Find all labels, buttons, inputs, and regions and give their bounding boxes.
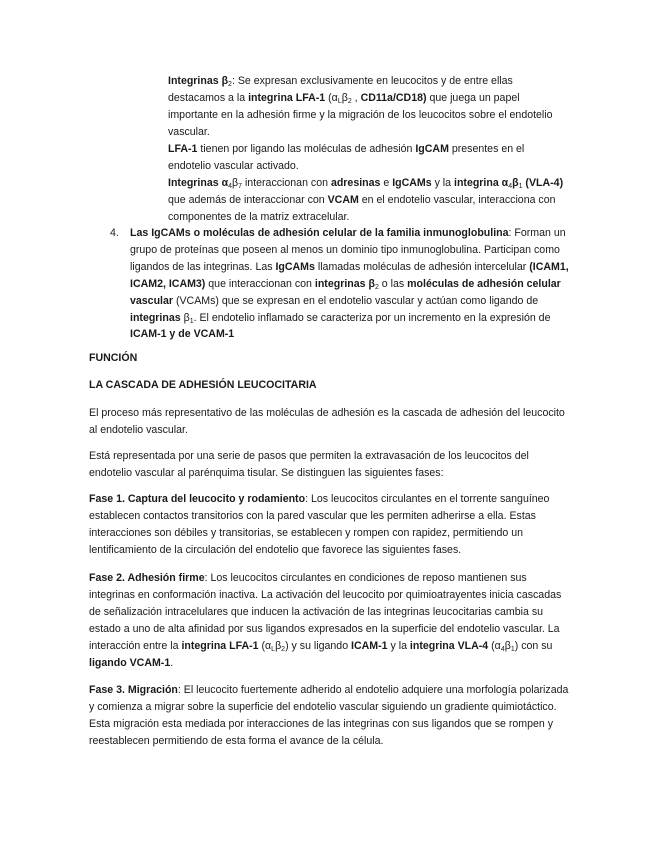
funcion-heading: FUNCIÓN bbox=[89, 352, 138, 364]
intro-paragraph-1: El proceso más representativo de las moléculas de adhesión es la cascada de adhesión del leucocito al endotelio vascular. bbox=[89, 407, 565, 436]
cascada-heading: LA CASCADA DE ADHESIÓN LEUCOCITARIA bbox=[89, 379, 317, 391]
fase1-paragraph: Fase 1. Captura del leucocito y rodamiento: Los leucocitos circulantes en el torrente sanguíneo establecen contactos transitorios con la pared vascular que les permiten adherirse a ella. Estas interacciones son débiles y transitorias, se establecen y rompen con rapidez, permitiendo un lentificamiento de la circulación del endotelio que favorece las siguientes fases. bbox=[89, 493, 550, 556]
integrinas-a4b7-paragraph: Integrinas $\alpha_4\beta_7$ interaccionan con adresinas e IgCAMs y la integrina $\alpha_4\beta_1$ (VLA-4) que además de interaccionar con VCAM en el endotelio vascular, interacciona con componentes de la matriz extracelular. bbox=[168, 177, 564, 223]
lfa1-paragraph: LFA-1 tienen por ligando las moléculas de adhesión IgCAM presentes en el endotelio vascular activado. bbox=[168, 143, 525, 172]
fase3-paragraph: Fase 3. Migración: El leucocito fuertemente adherido al endotelio adquiere una morfología polarizada y comienza a migrar sobre la superficie del endotelio vascular siguiendo un gradiente quimiotáctico. Esta migración esta mediada por interacciones de las integrinas con sus ligandos que se rompen y reestablecen permitiendo de esta forma el avance de la célula. bbox=[89, 684, 569, 747]
fase2-paragraph: Fase 2. Adhesión firme: Los leucocitos circulantes en condiciones de reposo mantienen sus integrinas en conformación inactiva. La activación del leucocito por quimioatrayentes inicia cascadas de señalización intracelulares que inducen la activación de las integrinas leucocitarias cambia su estado a uno de alta afinidad por sus ligandos expresados en la superficie del endotelio vascular. La interacción entre la integrina LFA-1 $(\alpha_L\beta_2)$ y su ligando ICAM-1 y la integrina VLA-4 $(\alpha_4\beta_1)$ con su ligando VCAM-1. bbox=[89, 572, 562, 669]
integrinas-b2-paragraph: Integrinas $\beta_2$: Se expresan exclusivamente en leucocitos y de entre ellas destacamos a la integrina LFA-1 ($\alpha_L\beta_2$ , CD11a/CD18) que juega un papel importante en la adhesión firme y la migración de los leucocitos sobre el endotelio vascular. bbox=[168, 75, 553, 138]
list-number-4: 4. bbox=[110, 227, 119, 239]
intro-paragraph-2: Está representada por una serie de pasos que permiten la extravasación de los leucocitos del endotelio vascular al parénquima tisular. Se distinguen las siguientes fases: bbox=[89, 450, 529, 479]
igcams-list-item: Las IgCAMs o moléculas de adhesión celular de la familia inmunoglobulina: Forman un grupo de proteínas que poseen al menos un dominio tipo inmunoglobulina. Participan como ligandos de las integrinas. Las IgCAMs llamadas moléculas de adhesión intercelular (ICAM1, ICAM2, ICAM3) que interaccionan con integrinas $\beta_2$ o las moléculas de adhesión celular vascular (VCAMs) que se expresan en el endotelio vascular y actúan como ligando de integrinas $\beta_1$. El endotelio inflamado se caracteriza por un incremento en la expresión de ICAM-1 y de VCAM-1 bbox=[130, 227, 569, 341]
